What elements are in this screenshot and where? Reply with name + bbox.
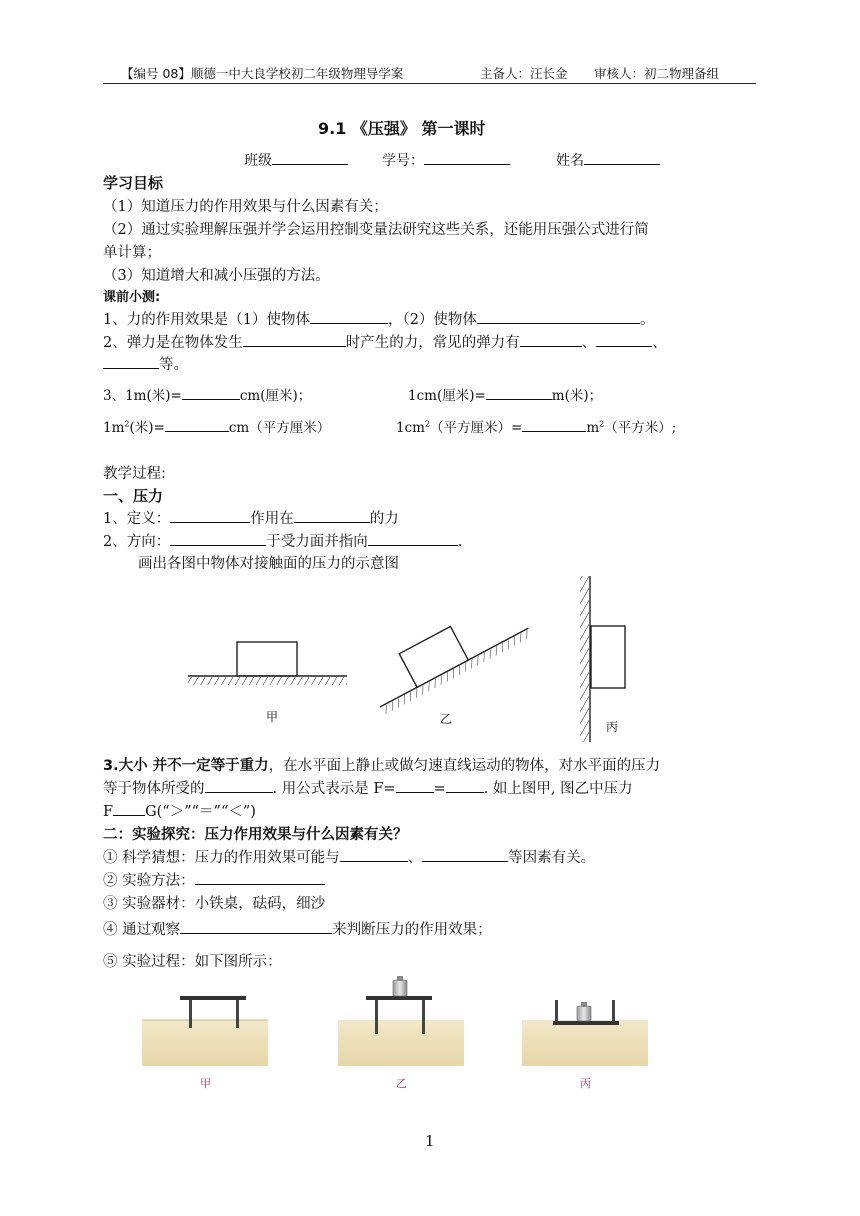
diagram-horizontal-surface	[188, 642, 347, 685]
experiment-step-1	[103, 846, 595, 867]
experiment-step-5: ⑤ 实验过程：如下图所示：	[103, 954, 282, 970]
e1-text-a: ① 科学猜想：压力的作用效果可能与	[103, 850, 340, 866]
header-reviewer: 审核人：初二物理备组	[594, 66, 720, 81]
number-label: 学号：	[382, 153, 424, 169]
class-label: 班级	[244, 153, 272, 169]
table-leg-jia-1	[189, 1000, 192, 1028]
size3-blank	[113, 802, 145, 816]
q1-text-b: ，（2）使物体	[387, 312, 477, 328]
q1-text-a: 1、力的作用效果是（1）使物体	[103, 312, 310, 328]
sand-box-yi	[338, 1020, 464, 1066]
diagram-incline	[362, 595, 532, 715]
fig-label-jia: 甲	[266, 710, 279, 724]
goal-1: （1）知道压力的作用效果与什么因素有关；	[103, 199, 388, 215]
exp-label-bing: 丙	[580, 1077, 591, 1090]
experiment-step-4	[103, 918, 492, 939]
e2-blank	[195, 871, 325, 885]
size2-text-c: =	[433, 781, 446, 797]
q2-text-d: 、	[652, 335, 667, 351]
e4-text-b: 来判断压力的作用效果；	[332, 922, 492, 938]
draw-hint: 画出各图中物体对接触面的压力的示意图	[138, 556, 399, 572]
e1-blank-1	[340, 848, 408, 862]
experiment-illustrations	[0, 970, 860, 1090]
header-preparer: 主备人：汪长金	[480, 66, 568, 81]
e1-text-c: 等因素有关。	[508, 850, 596, 866]
e1-blank-2	[422, 848, 508, 862]
name-label: 姓名	[556, 153, 584, 169]
size3-text-b: G(“＞”“＝”“＜”)	[145, 804, 256, 820]
size-line-3	[103, 800, 256, 821]
goals-heading: 学习目标	[103, 174, 164, 192]
table-leg-yi-1	[375, 1000, 378, 1034]
block-incline	[399, 627, 468, 688]
q2-text-c: 、	[581, 335, 597, 351]
wall-hatch	[580, 576, 589, 742]
e2-text: ② 实验方法：	[103, 873, 195, 889]
experiment-fig-bing	[522, 1000, 648, 1066]
goal-2a: （2）通过实验理解压强并学会运用控制变量法研究这些关系，还能用压强公式进行简	[103, 222, 649, 238]
goal-3: （3）知道增大和减小压强的方法。	[103, 268, 330, 284]
q2-text-a: 2、弹力是在物体发生	[103, 335, 243, 351]
page-number: 1	[425, 1132, 435, 1150]
q4-text-d: 1cm	[396, 420, 425, 436]
e4-blank	[180, 920, 332, 934]
table-top-jia	[180, 996, 246, 1000]
experiment-step-3: ③ 实验器材：小铁桌，砝码，细沙	[103, 896, 326, 912]
block-wall	[591, 626, 625, 688]
def-text-b: 作用在	[250, 511, 294, 527]
q4-text-c: cm（平方厘米）	[228, 420, 331, 436]
q4-sup-2: 2	[424, 419, 431, 429]
size-bold-text: 3.大小 并不一定等于重力	[103, 758, 269, 774]
fig-label-yi: 乙	[440, 712, 453, 726]
q3-text-c: 1cm(厘米)=	[408, 388, 486, 404]
size3-text-a: F	[103, 804, 114, 820]
q2-text-b: 时产生的力，常见的弹力有	[345, 335, 520, 351]
table-leg-bing-1	[555, 1000, 558, 1022]
q4-text-a: 1m	[103, 420, 125, 436]
weight-bing	[577, 1006, 591, 1021]
q1-text-c: 。	[639, 312, 655, 328]
pretest-heading: 课前小测:	[103, 290, 161, 305]
q4-sup-1: 2	[124, 419, 130, 429]
size2-blank-1	[205, 779, 273, 793]
experiment-step-2	[103, 869, 325, 890]
size2-text-a: 等于物体所受的	[103, 781, 205, 797]
dir-text-b: 于受力面并指向	[266, 534, 368, 550]
q3-text-b: cm(厘米)；	[239, 388, 312, 404]
q3-text-d: m(米)；	[551, 388, 603, 404]
sand-box-jia	[142, 1020, 268, 1066]
table-leg-jia-2	[236, 1000, 239, 1028]
q4-text-g: （平方米）;	[604, 420, 677, 436]
experiment-fig-yi	[338, 976, 464, 1066]
exp-label-jia: 甲	[200, 1077, 211, 1090]
size2-blank-2	[396, 779, 434, 793]
q3-text-a: 3、1m(米)=	[103, 388, 182, 404]
dir-text-c: .	[457, 534, 463, 550]
e1-text-b: 、	[407, 850, 423, 866]
fig-label-bing: 丙	[606, 720, 619, 734]
def-text-c: 的力	[369, 511, 399, 527]
q2-text-e: 等。	[159, 357, 188, 373]
size2-text-d: . 如上图甲, 图乙中压力	[483, 781, 633, 797]
size-line-1	[103, 754, 660, 775]
header-school-title: 【编号 08】顺德一中大良学校初二年级物理导学案	[121, 66, 404, 81]
q4-text-b: (米)=	[129, 420, 165, 436]
def-text-a: 1、定义：	[103, 511, 171, 527]
block-horizontal	[237, 642, 297, 676]
process-heading: 教学过程:	[103, 466, 166, 482]
exp-label-yi: 乙	[396, 1077, 407, 1090]
goal-2b: 单计算；	[103, 245, 161, 261]
sand-box-bing	[522, 1020, 648, 1066]
table-top-bing	[553, 1021, 619, 1025]
section-1-heading: 一、压力	[103, 487, 164, 505]
ground-hatch-horizontal	[188, 677, 347, 685]
e4-text-a: ④ 通过观察	[103, 922, 181, 938]
size2-blank-3	[446, 779, 484, 793]
page-title: 9.1 《压强》 第一课时	[318, 119, 486, 138]
experiment-heading: 二：实验探究：压力作用效果与什么因素有关？	[103, 827, 408, 843]
dir-text-a: 2、方向：	[103, 534, 171, 550]
diagram-vertical-wall	[580, 576, 625, 742]
table-leg-bing-2	[612, 1000, 615, 1022]
q4-text-e: （平方厘米）=	[430, 420, 523, 436]
q4-sup-3: 2	[599, 419, 605, 429]
size2-text-b: . 用公式表示是 F=	[272, 781, 396, 797]
weight-yi	[393, 980, 407, 996]
table-top-yi	[366, 996, 432, 1000]
size-line-2	[103, 777, 633, 798]
table-leg-yi-2	[422, 1000, 425, 1034]
size-rest-text: ，在水平面上静止或做匀速直线运动的物体，对水平面的压力	[268, 758, 661, 774]
experiment-fig-jia	[142, 996, 268, 1066]
q4-text-f: m	[586, 420, 600, 436]
